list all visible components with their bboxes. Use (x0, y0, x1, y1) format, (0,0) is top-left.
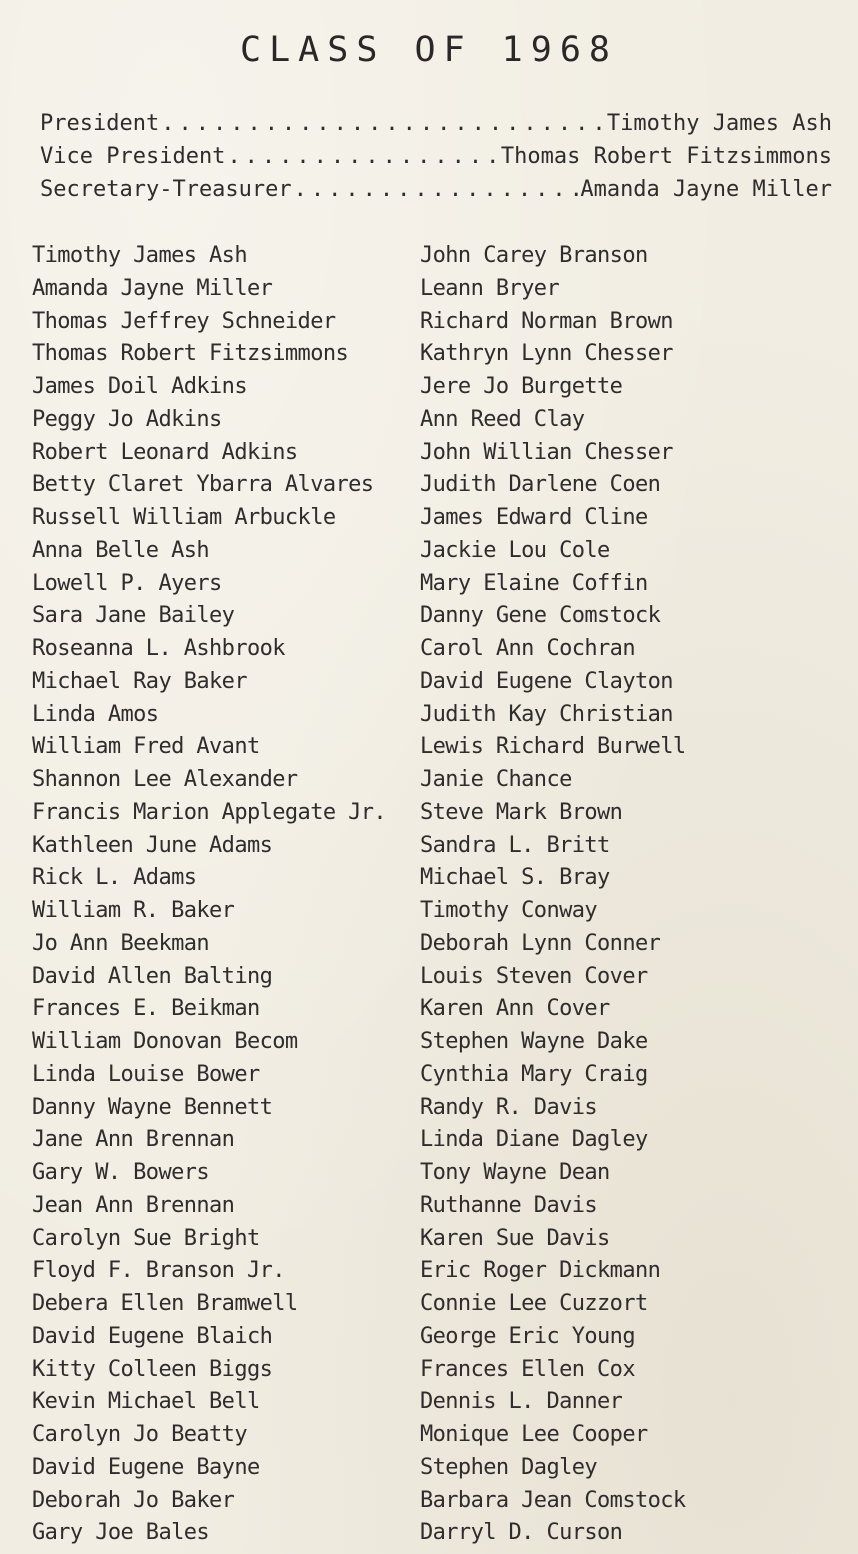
name-entry: Cynthia Mary Craig (420, 1061, 648, 1087)
name-entry: Roseanna L. Ashbrook (32, 636, 285, 661)
name-entry: Kevin Michael Bell (32, 1389, 260, 1415)
name-entry: James Edward Cline (420, 505, 648, 530)
name-entry: Lewis Richard Burwell (420, 734, 686, 760)
officer-name: Thomas Robert Fitzsimmons (500, 144, 832, 169)
name-entry: William Donovan Becom (32, 1029, 298, 1054)
officers-list (40, 111, 832, 210)
officer-name: Amanda Jayne Miller (580, 177, 832, 202)
name-entry: Louis Steven Cover (420, 963, 648, 989)
name-entry: Jackie Lou Cole (420, 537, 610, 563)
name-entry: Richard Norman Brown (420, 308, 673, 334)
name-entry: Mary Elaine Coffin (420, 570, 648, 596)
name-entry: Sara Jane Bailey (32, 603, 235, 629)
name-entry: Connie Lee Cuzzort (420, 1291, 648, 1316)
name-entry: John Carey Branson (420, 243, 648, 268)
name-entry: James Doil Adkins (32, 374, 247, 399)
name-entry: Linda Diane Dagley (420, 1127, 648, 1153)
name-entry: Judith Kay Christian (420, 701, 673, 727)
class-list-left-column (32, 240, 422, 1550)
name-entry: William R. Baker (32, 898, 235, 923)
class-list-right-column (420, 240, 840, 1550)
name-entry: Michael Ray Baker (32, 668, 247, 694)
name-entry: Randy R. Davis (420, 1094, 598, 1120)
name-entry: Gary W. Bowers (32, 1160, 210, 1185)
name-entry: George Eric Young (420, 1323, 635, 1349)
officer-row-vice-president (40, 144, 832, 177)
page-title: CLASS OF 1968 (240, 30, 618, 70)
officer-role: Secretary-Treasurer (40, 177, 292, 202)
name-entry: Dennis L. Danner (420, 1389, 623, 1415)
name-entry: Carolyn Sue Bright (32, 1225, 260, 1251)
name-entry: Michael S. Bray (420, 865, 610, 891)
name-entry: Stephen Wayne Dake (420, 1029, 648, 1054)
name-entry: David Eugene Blaich (32, 1323, 273, 1349)
dot-leader (294, 177, 579, 202)
name-entry: Gary Joe Bales (32, 1520, 210, 1546)
name-entry: Deborah Lynn Conner (420, 930, 661, 956)
officer-role: President (40, 111, 160, 136)
name-entry: Timothy James Ash (32, 243, 247, 268)
name-entry: Frances Ellen Cox (420, 1356, 635, 1382)
name-entry: Thomas Robert Fitzsimmons (32, 341, 349, 367)
name-entry: Carol Ann Cochran (420, 636, 635, 661)
officer-role: Vice President (40, 144, 226, 169)
name-entry: William Fred Avant (32, 734, 260, 760)
name-entry: David Eugene Clayton (420, 668, 673, 694)
name-entry: Jere Jo Burgette (420, 374, 623, 399)
officer-row-president (40, 111, 832, 144)
name-entry: Judith Darlene Coen (420, 472, 661, 498)
name-entry: Eric Roger Dickmann (420, 1258, 661, 1284)
officer-name: Timothy James Ash (606, 111, 832, 136)
name-entry: Lowell P. Ayers (32, 570, 222, 596)
name-entry: Danny Gene Comstock (420, 603, 661, 629)
name-entry: Carolyn Jo Beatty (32, 1422, 247, 1447)
name-entry: Debera Ellen Bramwell (32, 1291, 298, 1316)
name-entry: Robert Leonard Adkins (32, 439, 298, 465)
name-entry: Barbara Jean Comstock (420, 1487, 686, 1513)
name-entry: Timothy Conway (420, 898, 598, 923)
name-entry: Jane Ann Brennan (32, 1127, 235, 1153)
name-entry: John Willian Chesser (420, 439, 673, 465)
officer-row-secretary-treasurer (40, 177, 832, 210)
name-entry: Linda Amos (32, 701, 159, 727)
name-entry: Kathleen June Adams (32, 832, 273, 858)
name-entry: Kathryn Lynn Chesser (420, 341, 673, 367)
name-entry: Steve Mark Brown (420, 799, 623, 825)
name-entry: David Allen Balting (32, 963, 273, 989)
name-entry: David Eugene Bayne (32, 1454, 260, 1480)
name-entry: Karen Sue Davis (420, 1225, 610, 1251)
name-entry: Stephen Dagley (420, 1454, 598, 1480)
name-entry: Linda Louise Bower (32, 1061, 260, 1087)
name-entry: Russell William Arbuckle (32, 505, 336, 530)
name-entry: Leann Bryer (420, 275, 560, 301)
name-entry: Karen Ann Cover (420, 996, 610, 1022)
name-entry: Janie Chance (420, 767, 572, 792)
name-entry: Peggy Jo Adkins (32, 406, 222, 432)
name-entry: Danny Wayne Bennett (32, 1094, 273, 1120)
name-entry: Tony Wayne Dean (420, 1160, 610, 1185)
name-entry: Sandra L. Britt (420, 832, 610, 858)
name-entry: Floyd F. Branson Jr. (32, 1258, 285, 1284)
name-entry: Amanda Jayne Miller (32, 275, 273, 301)
name-entry: Betty Claret Ybarra Alvares (32, 472, 374, 498)
name-entry: Jo Ann Beekman (32, 930, 210, 956)
dot-leader (227, 144, 498, 169)
name-entry: Kitty Colleen Biggs (32, 1356, 273, 1382)
name-entry: Ruthanne Davis (420, 1192, 598, 1218)
dot-leader (161, 111, 605, 136)
name-entry: Monique Lee Cooper (420, 1422, 648, 1447)
name-entry: Ann Reed Clay (420, 406, 585, 432)
name-entry: Rick L. Adams (32, 865, 197, 891)
name-entry: Deborah Jo Baker (32, 1487, 235, 1513)
name-entry: Anna Belle Ash (32, 537, 210, 563)
name-entry: Darryl D. Curson (420, 1520, 623, 1546)
name-entry: Frances E. Beikman (32, 996, 260, 1022)
name-entry: Jean Ann Brennan (32, 1192, 235, 1218)
name-entry: Shannon Lee Alexander (32, 767, 298, 792)
name-entry: Francis Marion Applegate Jr. (32, 799, 387, 825)
name-entry: Thomas Jeffrey Schneider (32, 308, 336, 334)
